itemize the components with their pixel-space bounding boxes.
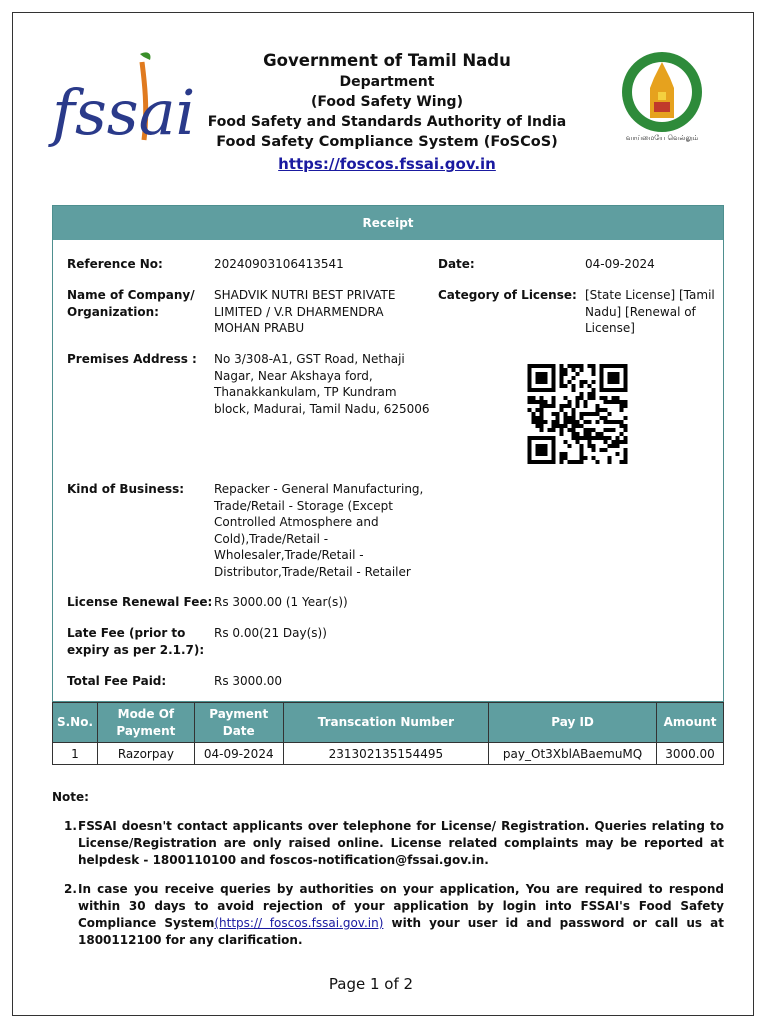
premises-label: Premises Address : <box>67 352 197 366</box>
category-value-line: [State License] [Tamil <box>585 288 715 302</box>
renewal-fee-label: License Renewal Fee: <box>67 595 213 609</box>
notes-list <box>52 818 724 961</box>
note-number: 2. <box>64 882 77 896</box>
cell-amount: 3000.00 <box>657 743 724 765</box>
renewal-fee-value: Rs 3000.00 (1 Year(s)) <box>214 595 348 609</box>
note-number: 1. <box>64 819 77 833</box>
category-value <box>585 287 715 337</box>
col-mode: Mode Of Payment <box>97 703 194 743</box>
premises-value <box>214 351 430 417</box>
cell-transaction: 231302135154495 <box>283 743 489 765</box>
col-transaction: Transcation Number <box>283 703 489 743</box>
note-text: FSSAI doesn't contact applicants over telephone for License/ Registration. Queries relating to License/Registration are only raised online. License related complaints may be reported at helpdesk - 1800110100 and foscos-notification@fssai.gov.in. <box>78 819 724 867</box>
notes-title: Note: <box>52 790 89 804</box>
fssai-logo-text: fssai <box>52 76 196 149</box>
business-value-line: Controlled Atmosphere and <box>214 515 379 529</box>
note-item <box>52 818 724 869</box>
late-fee-label-line: expiry as per 2.1.7): <box>67 642 205 657</box>
premises-value-line: block, Madurai, Tamil Nadu, 625006 <box>214 401 430 416</box>
business-label: Kind of Business: <box>67 482 185 496</box>
company-value-line: LIMITED / V.R DHARMENDRA <box>214 304 384 319</box>
reference-label: Reference No: <box>67 257 163 271</box>
company-label-line: Name of Company/ <box>67 288 195 302</box>
note-text: In case you receive queries by authorities on your application, You are required to respond within 30 days to avoid rejection of your application by login into FSSAI's Food Safety Compliance System <box>78 882 724 930</box>
company-label-line: Organization: <box>67 304 159 319</box>
payment-table-header <box>53 703 724 743</box>
total-value: Rs 3000.00 <box>214 674 283 688</box>
header-authority: Food Safety and Standards Authority of India <box>207 114 567 130</box>
tamil-nadu-seal <box>614 48 710 144</box>
late-fee-value: Rs 0.00(21 Day(s)) <box>214 626 327 640</box>
business-value <box>214 481 423 580</box>
company-value <box>214 287 395 337</box>
page-number: Page 1 of 2 <box>328 975 414 993</box>
category-value-line: License] <box>585 321 635 335</box>
foscos-link[interactable]: https://foscos.fssai.gov.in <box>278 155 496 173</box>
company-value-line: SHADVIK NUTRI BEST PRIVATE <box>214 288 396 302</box>
business-value-line: Wholesaler,Trade/Retail - <box>214 548 364 562</box>
cell-mode: Razorpay <box>97 743 194 765</box>
col-payid: Pay ID <box>489 703 657 743</box>
cell-date: 04-09-2024 <box>194 743 283 765</box>
header-system: Food Safety Compliance System (FoSCoS) <box>216 134 558 150</box>
business-value-line: Cold),Trade/Retail - <box>214 531 329 546</box>
business-value-line: Distributor,Trade/Retail - Retailer <box>214 564 411 579</box>
note-item <box>52 881 724 949</box>
receipt-title: Receipt <box>53 206 723 240</box>
qr-code <box>525 364 630 464</box>
business-value-line: Trade/Retail - Storage (Except <box>214 498 393 513</box>
col-sno: S.No. <box>53 703 98 743</box>
fssai-logo <box>52 48 196 149</box>
col-amount: Amount <box>657 703 724 743</box>
cell-sno: 1 <box>53 743 98 765</box>
company-value-line: MOHAN PRABU <box>214 321 305 335</box>
header-government: Government of Tamil Nadu <box>263 51 511 70</box>
total-label: Total Fee Paid: <box>67 674 167 688</box>
category-value-line: Nadu] [Renewal of <box>585 304 696 319</box>
note-text-continued: with your user id and password or call us at 1800112100 for any clarification. <box>78 916 725 947</box>
premises-value-line: Nagar, Near Akshaya ford, <box>214 368 373 383</box>
reference-value: 20240903106413541 <box>214 257 344 271</box>
date-label: Date: <box>438 257 475 271</box>
date-value: 04-09-2024 <box>585 257 655 271</box>
document-header <box>170 50 604 175</box>
seal-motto: வாய்மையே வெல்லும் <box>625 134 699 142</box>
header-wing: (Food Safety Wing) <box>311 94 463 110</box>
foscos-note-link[interactable]: (https:// foscos.fssai.gov.in) <box>214 916 384 930</box>
cell-payid: pay_Ot3XblABaemuMQ <box>489 743 657 765</box>
premises-value-line: No 3/308-A1, GST Road, Nethaji <box>214 352 405 366</box>
late-fee-label <box>67 625 204 658</box>
business-value-line: Repacker - General Manufacturing, <box>214 482 424 496</box>
header-department: Department <box>339 74 435 90</box>
category-label: Category of License: <box>438 288 577 302</box>
table-row <box>53 743 724 765</box>
payment-table <box>52 702 724 765</box>
premises-value-line: Thanakkankulam, TP Kundram <box>214 385 397 399</box>
receipt-panel <box>52 205 724 702</box>
company-label <box>67 287 195 320</box>
late-fee-label-line: Late Fee (prior to <box>67 626 186 640</box>
col-date: Payment Date <box>194 703 283 743</box>
